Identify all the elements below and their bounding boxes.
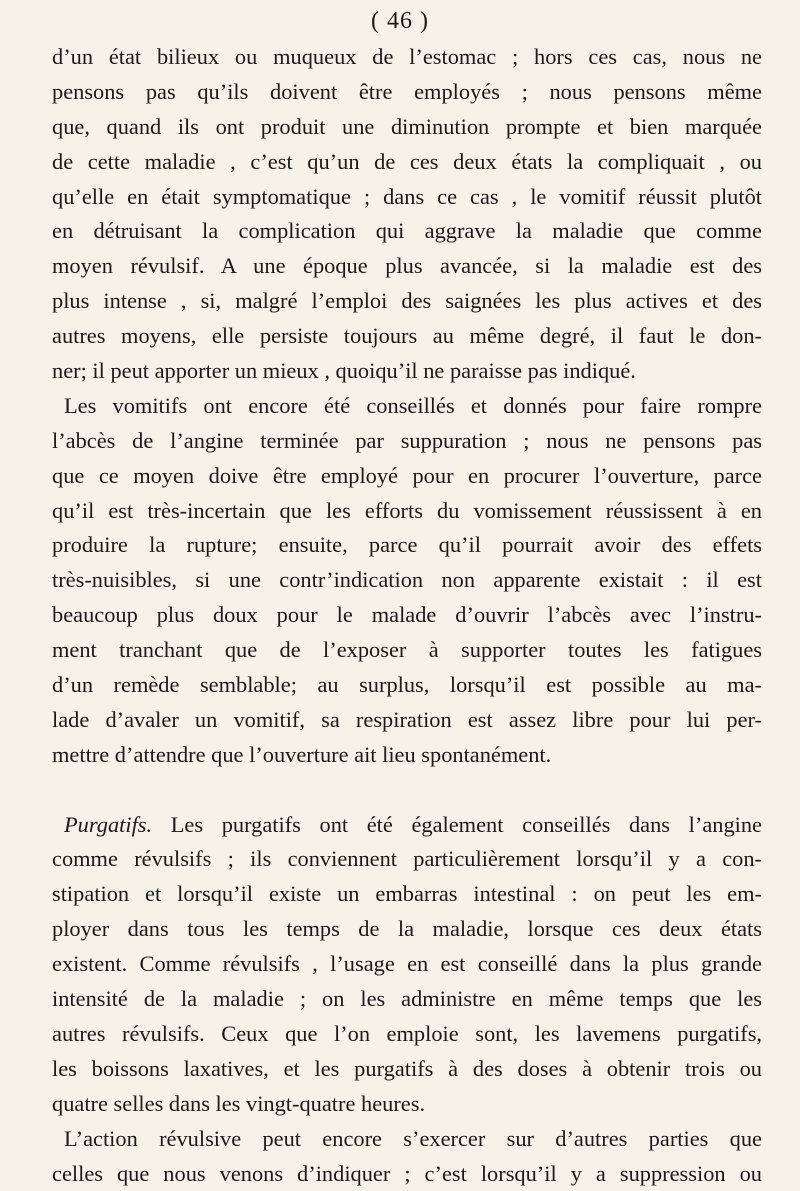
text-line: très-nuisibles, si une contr’indication non apparente existait : il est — [52, 563, 762, 598]
section-heading: Purgatifs. — [64, 812, 152, 837]
paragraph-1 — [52, 40, 762, 389]
text-line: les boissons laxatives, et les purgatifs à des doses à obtenir trois ou — [52, 1052, 762, 1087]
paragraph-gap — [52, 773, 762, 808]
text-line: en détruisant la complication qui aggrave la maladie que comme — [52, 214, 762, 249]
page-number: ( 46 ) — [0, 8, 800, 35]
text-line: ment tranchant que de l’exposer à supporter toutes les fatigues — [52, 633, 762, 668]
text-line: d’un remède semblable; au surplus, lorsqu’il est possible au ma- — [52, 668, 762, 703]
text-line-rest: Les purgatifs ont été également conseillés dans l’angine — [152, 812, 762, 837]
text-line: stipation et lorsqu’il existe un embarras intestinal : on peut les em- — [52, 877, 762, 912]
text-line: comme révulsifs ; ils conviennent particulièrement lorsqu’il y a con- — [52, 842, 762, 877]
text-line: autres révulsifs. Ceux que l’on emploie sont, les lavemens purgatifs, — [52, 1017, 762, 1052]
text-line: plus intense , si, malgré l’emploi des saignées les plus actives et des — [52, 284, 762, 319]
paragraph-4 — [52, 1122, 762, 1191]
text-line: mettre d’attendre que l’ouverture ait lieu spontanément. — [52, 738, 762, 773]
text-line: qu’elle en était symptomatique ; dans ce cas , le vomitif réussit plutôt — [52, 180, 762, 215]
text-line: intensité de la maladie ; on les administre en même temps que les — [52, 982, 762, 1017]
text-line: autres moyens, elle persiste toujours au même degré, il faut le don- — [52, 319, 762, 354]
text-line: pensons pas qu’ils doivent être employés ; nous pensons même — [52, 75, 762, 110]
paragraph-2 — [52, 389, 762, 773]
text-line: lade d’avaler un vomitif, sa respiration est assez libre pour lui per- — [52, 703, 762, 738]
text-line: ployer dans tous les temps de la maladie, lorsque ces deux états — [52, 912, 762, 947]
text-line: ner; il peut apporter un mieux , quoiqu’il ne paraisse pas indiqué. — [52, 354, 762, 389]
text-line: que, quand ils ont produit une diminution prompte et bien marquée — [52, 110, 762, 145]
paragraph-purgatifs — [52, 808, 762, 1122]
text-line: que ce moyen doive être employé pour en procurer l’ouverture, parce — [52, 459, 762, 494]
text-line: moyen révulsif. A une époque plus avancée, si la maladie est des — [52, 249, 762, 284]
page-body — [52, 40, 762, 1191]
text-line: qu’il est très-incertain que les efforts du vomissement réussissent à en — [52, 494, 762, 529]
text-line: quatre selles dans les vingt-quatre heures. — [52, 1087, 762, 1122]
text-line: existent. Comme révulsifs , l’usage en est conseillé dans la plus grande — [52, 947, 762, 982]
text-line: celles que nous venons d’indiquer ; c’est lorsqu’il y a suppression ou — [52, 1157, 762, 1191]
text-line — [52, 808, 762, 843]
text-line: Les vomitifs ont encore été conseillés et donnés pour faire rompre — [52, 389, 762, 424]
text-line: produire la rupture; ensuite, parce qu’il pourrait avoir des effets — [52, 528, 762, 563]
text-line: d’un état bilieux ou muqueux de l’estomac ; hors ces cas, nous ne — [52, 40, 762, 75]
text-line: L’action révulsive peut encore s’exercer sur d’autres parties que — [52, 1122, 762, 1157]
text-line: l’abcès de l’angine terminée par suppuration ; nous ne pensons pas — [52, 424, 762, 459]
text-line: de cette maladie , c’est qu’un de ces deux états la compliquait , ou — [52, 145, 762, 180]
text-line: beaucoup plus doux pour le malade d’ouvrir l’abcès avec l’instru- — [52, 598, 762, 633]
